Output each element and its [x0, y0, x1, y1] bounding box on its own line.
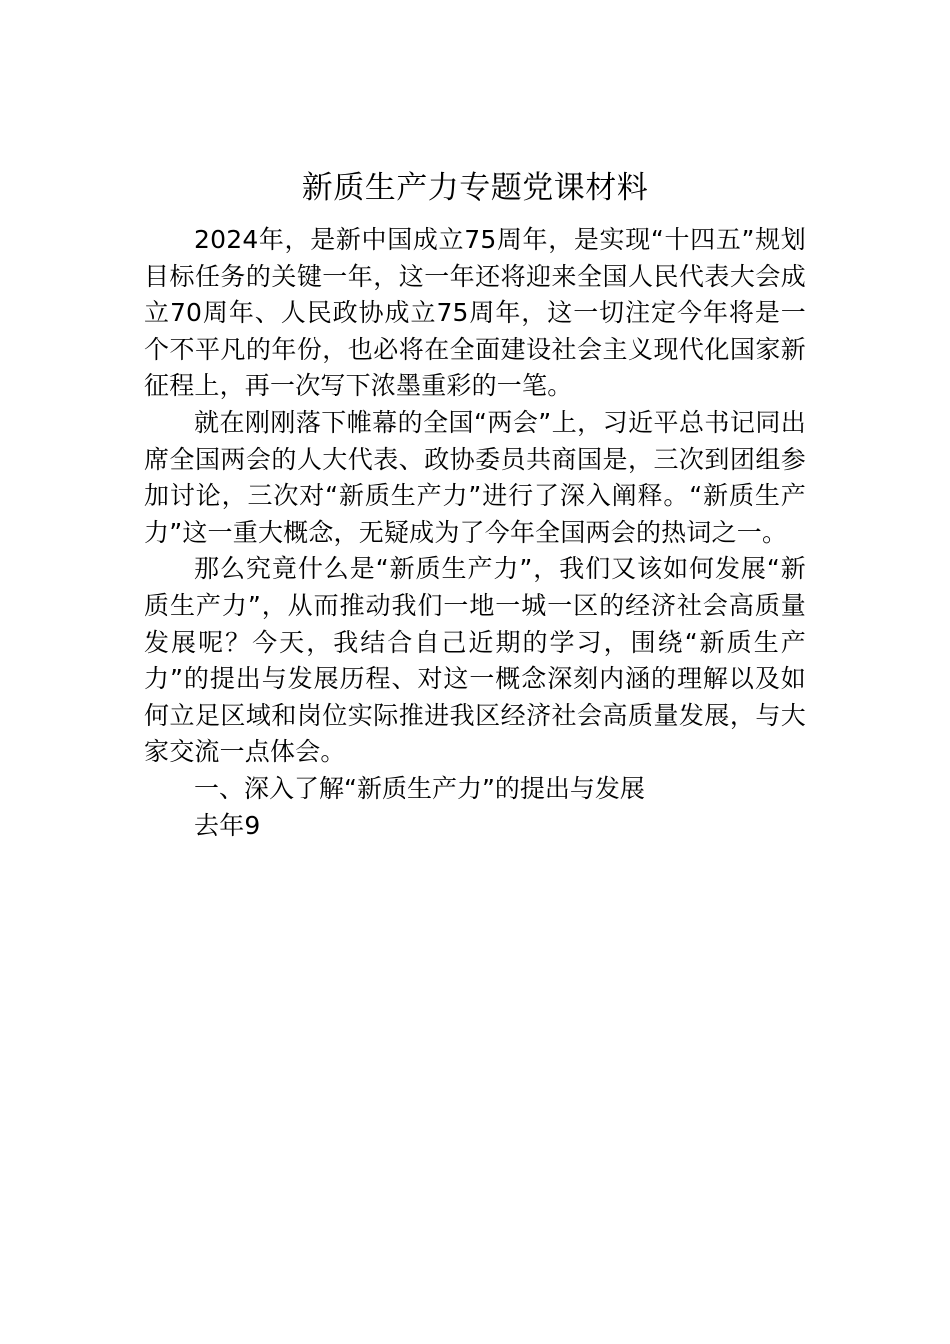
paragraph-1: 2024年，是新中国成立75周年，是实现“十四五”规划目标任务的关键一年，这一年还将迎来全国人民代表大会成立70周年、人民政协成立75周年，这一切注定今年将是一个不平凡的年份，也必将在全面建设社会主义现代化国家新征程上，再一次写下浓墨重彩的一笔。 — [144, 225, 806, 401]
section-heading: 一、深入了解“新质生产力”的提出与发展 — [194, 773, 645, 803]
paragraph-3: 那么究竟什么是“新质生产力”，我们又该如何发展“新质生产力”，从而推动我们一地一城一区的经济社会高质量发展呢？今天，我结合自己近期的学习，围绕“新质生产力”的提出与发展历程、对这一概念深刻内涵的理解以及如何立足区域和岗位实际推进我区经济社会高质量发展，与大家交流一点体会。 — [144, 554, 806, 767]
document-body — [144, 222, 806, 844]
paragraph-2: 就在刚刚落下帷幕的全国“两会”上，习近平总书记同出席全国两会的人大代表、政协委员共商国是，三次到团组参加讨论，三次对“新质生产力”进行了深入阐释。“新质生产力”这一重大概念，无疑成为了今年全国两会的热词之一。 — [144, 407, 806, 547]
document-title: 新质生产力专题党课材料 — [301, 170, 649, 206]
paragraph-4-fragment: 去年9 — [194, 810, 261, 840]
